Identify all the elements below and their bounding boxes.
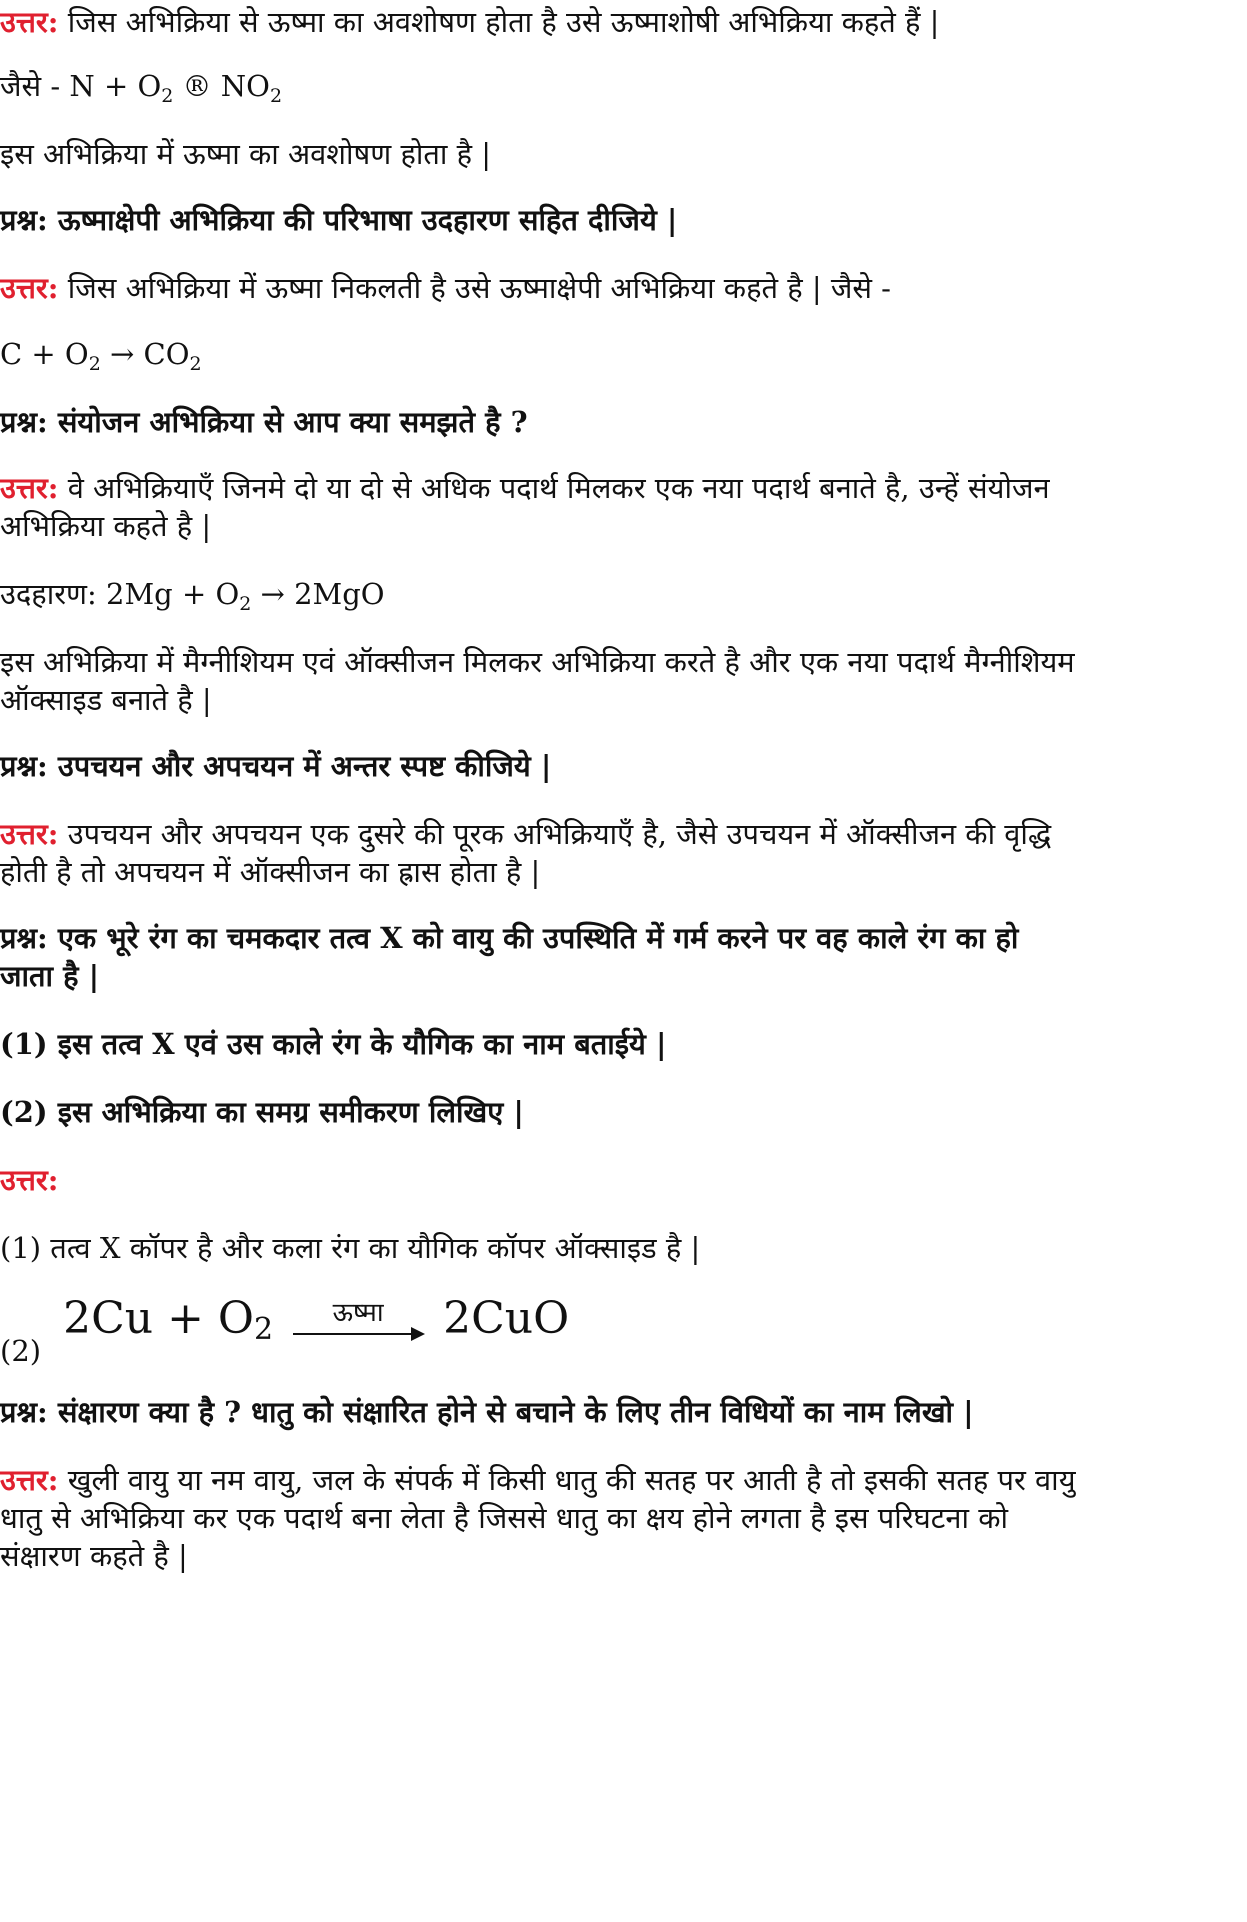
question-label: प्रश्न: bbox=[0, 405, 48, 439]
sub-question: (2) इस अभिक्रिया का समग्र समीकरण लिखिए | bbox=[0, 1095, 524, 1129]
answer-paragraph bbox=[0, 0, 939, 45]
equation-part: उदहारण: 2Mg + O bbox=[0, 577, 240, 611]
answer-label-standalone bbox=[0, 1158, 59, 1203]
answer-text: होती है तो अपचयन में ऑक्सीजन का ह्रास होता है | bbox=[0, 855, 541, 889]
equation-part: 2CuO bbox=[443, 1293, 570, 1344]
subscript: 2 bbox=[161, 85, 174, 107]
answer-text: वे अभिक्रियाएँ जिनमे दो या दो से अधिक पदार्थ मिलकर एक नया पदार्थ बनाते है, उन्हें संयोजन bbox=[67, 471, 1050, 505]
arrow-shaft bbox=[293, 1333, 423, 1335]
answer-text: संक्षारण कहते है | bbox=[0, 1539, 188, 1573]
sub-answer-number: (2) bbox=[0, 1334, 42, 1368]
subscript: 2 bbox=[254, 1312, 274, 1347]
reaction-arrow bbox=[293, 1298, 423, 1345]
question-text: संक्षारण क्या है ? धातु को संक्षारित होने से बचाने के लिए तीन विधियों का नाम लिखो | bbox=[57, 1395, 974, 1429]
question-label: प्रश्न: bbox=[0, 749, 48, 783]
question-label: प्रश्न: bbox=[0, 203, 48, 237]
answer-paragraph bbox=[0, 266, 891, 311]
question-heading bbox=[0, 400, 528, 445]
answer-label: उत्तर: bbox=[0, 1463, 59, 1497]
arrow-label: ऊष्मा bbox=[332, 1298, 384, 1328]
question-text: उपचयन और अपचयन में अन्तर स्पष्ट कीजिये | bbox=[57, 749, 552, 783]
answer-text: जिस अभिक्रिया से ऊष्मा का अवशोषण होता है उसे ऊष्माशोषी अभिक्रिया कहते हैं | bbox=[67, 5, 940, 39]
equation-part: ® NO bbox=[173, 69, 270, 103]
equation-part: → 2MgO bbox=[251, 577, 385, 611]
question-text: जाता है | bbox=[0, 959, 100, 993]
question-heading bbox=[0, 1390, 974, 1435]
answer-text: अभिक्रिया कहते है | bbox=[0, 509, 212, 543]
subscript: 2 bbox=[269, 85, 283, 107]
answer-text: जिस अभिक्रिया में ऊष्मा निकलती है उसे ऊष्माक्षेपी अभिक्रिया कहते है | जैसे - bbox=[67, 271, 891, 305]
answer-label: उत्तर: bbox=[0, 5, 59, 39]
question-text: एक भूरे रंग का चमकदार तत्व X को वायु की उपस्थिति में गर्म करने पर वह काले रंग का हो bbox=[57, 921, 1019, 955]
answer-label: उत्तर: bbox=[0, 1163, 59, 1197]
note-text: ऑक्साइड बनाते है | bbox=[0, 683, 212, 717]
equation-part: 2Cu + O bbox=[63, 1293, 255, 1344]
question-text: ऊष्माक्षेपी अभिक्रिया की परिभाषा उदहारण सहित दीजिये | bbox=[57, 203, 678, 237]
equation-line bbox=[0, 572, 385, 617]
question-heading bbox=[0, 198, 677, 243]
equation-part: जैसे - N + O bbox=[0, 69, 162, 103]
note-text: इस अभिक्रिया में ऊष्मा का अवशोषण होता है | bbox=[0, 137, 492, 171]
equation-line bbox=[0, 1293, 570, 1368]
question-heading bbox=[0, 744, 551, 789]
answer-text: उपचयन और अपचयन एक दुसरे की पूरक अभिक्रियाएँ है, जैसे उपचयन में ऑक्सीजन की वृद्धि bbox=[67, 817, 1052, 851]
question-label: प्रश्न: bbox=[0, 1395, 48, 1429]
equation-part: → CO bbox=[100, 337, 190, 371]
question-text: संयोजन अभिक्रिया से आप क्या समझते है ? bbox=[57, 405, 528, 439]
sub-question: (1) इस तत्व X एवं उस काले रंग के यौगिक का नाम बताईये | bbox=[0, 1027, 667, 1061]
arrow-head-icon bbox=[411, 1327, 425, 1341]
equation-line bbox=[0, 332, 202, 377]
answer-label: उत्तर: bbox=[0, 271, 59, 305]
subscript: 2 bbox=[189, 353, 202, 375]
question-heading bbox=[0, 916, 1018, 961]
answer-text: खुली वायु या नम वायु, जल के संपर्क में किसी धातु की सतह पर आती है तो इसकी सतह पर वायु bbox=[67, 1463, 1076, 1497]
sub-answer: (1) तत्व X कॉपर है और कला रंग का यौगिक कॉपर ऑक्साइड है | bbox=[0, 1231, 701, 1265]
question-label: प्रश्न: bbox=[0, 921, 48, 955]
equation-part: C + O bbox=[0, 337, 89, 371]
answer-label: उत्तर: bbox=[0, 817, 59, 851]
note-text: इस अभिक्रिया में मैग्नीशियम एवं ऑक्सीजन मिलकर अभिक्रिया करते है और एक नया पदार्थ मैग्नीशियम bbox=[0, 645, 1075, 679]
answer-text: धातु से अभिक्रिया कर एक पदार्थ बना लेता है जिससे धातु का क्षय होने लगता है इस परिघटना को bbox=[0, 1501, 1008, 1535]
answer-label: उत्तर: bbox=[0, 471, 59, 505]
subscript: 2 bbox=[239, 593, 252, 615]
equation-line bbox=[0, 64, 282, 109]
subscript: 2 bbox=[88, 353, 101, 375]
